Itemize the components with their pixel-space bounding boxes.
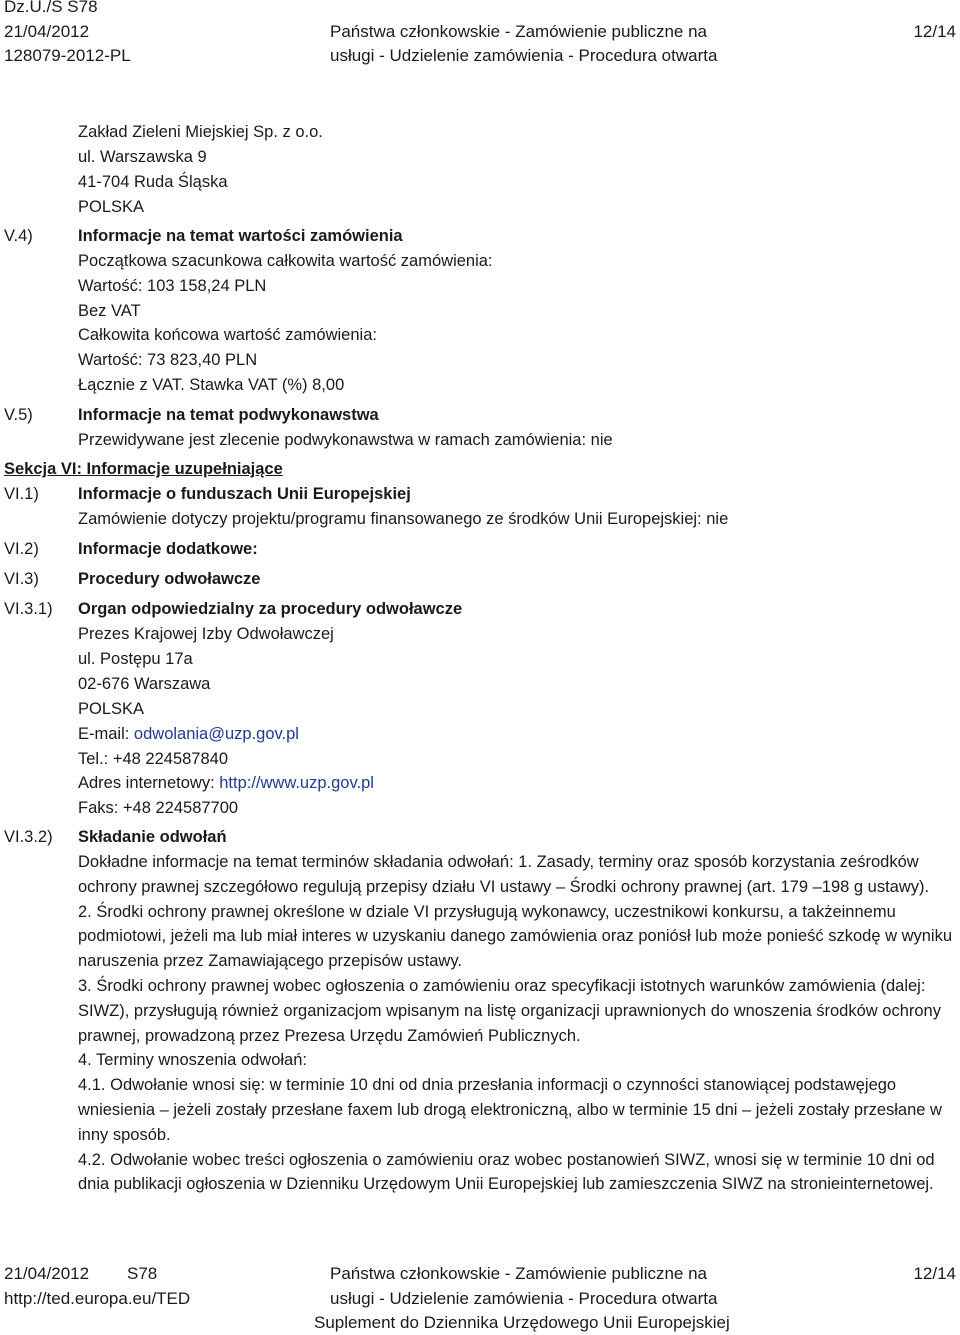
v4-line6: Łącznie z VAT. Stawka VAT (%) 8,00 <box>78 376 345 394</box>
footer-date: 21/04/2012 <box>4 1264 90 1283</box>
v4-line <box>0 323 960 348</box>
vi31-line <box>0 697 960 722</box>
section-heading: Informacje na temat podwykonawstwa <box>78 406 379 424</box>
address-name-row <box>0 120 960 145</box>
section-heading: Składanie odwołań <box>78 828 227 846</box>
section-vi3-heading-row <box>0 567 960 592</box>
vi31-line <box>0 796 960 821</box>
address-city: 41-704 Ruda Śląska <box>78 173 228 191</box>
appeal-body-city: 02-676 Warszawa <box>78 675 211 693</box>
www-row-content <box>78 771 374 796</box>
page-header <box>0 0 960 72</box>
appeals-paragraph: 3. Środki ochrony prawnej wobec ogłoszenia o zamówieniu oraz specyfikacji istotnych warunków zamówienia (dalej: SIWZ), przysługują również organizacjom wpisanym na listę organizacji uprawnionych do wnoszenia środków ochrony prawnej, prowadzoną przez Prezesa Urzędu Zamówień Publicznych. <box>78 976 941 1045</box>
v4-line4: Całkowita końcowa wartość zamówienia: <box>78 326 377 344</box>
vi31-line <box>0 672 960 697</box>
appeal-body-fax: Faks: +48 224587700 <box>78 799 239 817</box>
vi1-line1: Zamówienie dotyczy projektu/programu finansowanego ze środków Unii Europejskiej: nie <box>78 510 729 528</box>
section-heading: Informacje o funduszach Unii Europejskiej <box>78 485 411 503</box>
section-heading: Informacje na temat wartości zamówienia <box>78 227 403 245</box>
section-number: VI.3) <box>4 570 39 588</box>
v5-line1: Przewidywane jest zlecenie podwykonawstwa w ramach zamówienia: nie <box>78 431 613 449</box>
header-title-line1: Państwa członkowskie - Zamówienie publiczne na <box>330 22 708 41</box>
email-row-content <box>78 722 299 747</box>
section-heading: Informacje dodatkowe: <box>78 540 258 558</box>
footer-title-line1: Państwa członkowskie - Zamówienie publiczne na <box>330 1264 708 1283</box>
footer-title-line2: usługi - Udzielenie zamówienia - Procedura otwarta <box>330 1289 718 1308</box>
appeals-paragraph: 4.1. Odwołanie wnosi się: w terminie 10 dni od dnia przesłania informacji o czynności stanowiącej podstawęjego wniesienia – jeżeli zostały przesłane faxem lub drogą elektroniczną, albo w terminie 15 dni – jeżeli zostały przesłane w inny sposób. <box>78 1076 942 1144</box>
appeals-paragraph: 2. Środki ochrony prawnej określone w dziale VI przysługują wykonawcy, uczestnikowi konkursu, a takżeinnemu podmiotowi, jeżeli ma lub miał interes w uzyskaniu danego zamówienia oraz poniósł lub może ponieść szkodę w wyniku naruszenia przez Zamawiającego przepisów ustawy. <box>78 902 953 971</box>
www-label: Adres internetowy: <box>78 774 220 792</box>
address-street-row <box>0 145 960 170</box>
v4-line <box>0 299 960 324</box>
v4-line <box>0 274 960 299</box>
vi31-line <box>0 647 960 672</box>
appeal-body-street: ul. Postępu 17a <box>78 650 193 668</box>
appeals-paragraph: Dokładne informacje na temat terminów składania odwołań: 1. Zasady, terminy oraz sposób korzystania ześrodków ochrony prawnej szczegółowo regulują przepisy działu VI ustawy – Środki ochrony prawnej (art. 179 –198 g ustawy). <box>78 853 930 896</box>
appeal-body-name: Prezes Krajowej Izby Odwoławczej <box>78 625 334 643</box>
vi31-line <box>0 747 960 772</box>
v4-line5: Wartość: 73 823,40 PLN <box>78 351 258 369</box>
footer-title-line3: Suplement do Dziennika Urzędowego Unii Europejskiej <box>314 1313 730 1332</box>
vi31-line <box>0 622 960 647</box>
footer-page-number: 12/14 <box>913 1264 956 1283</box>
appeal-body-country: POLSKA <box>78 700 145 718</box>
appeals-paragraph: 4.2. Odwołanie wobec treści ogłoszenia o zamówieniu oraz wobec postanowień SIWZ, wnosi się w terminie 10 dni od dnia publikacji ogłoszenia w Dzienniku Urzędowym Unii Europejskiej lub zamieszczenia SIWZ na stronieinternetowej. <box>78 1150 935 1194</box>
address-country: POLSKA <box>78 198 145 216</box>
vi31-email-row <box>0 722 960 747</box>
v5-line <box>0 428 960 453</box>
vi1-line <box>0 507 960 532</box>
section-heading: Organ odpowiedzialny za procedury odwoławcze <box>78 600 463 618</box>
section-vi2-heading-row <box>0 537 960 562</box>
section-number: VI.3.2) <box>4 828 53 846</box>
email-link[interactable]: odwolania@uzp.gov.pl <box>133 725 299 743</box>
address-country-row <box>0 195 960 220</box>
www-link[interactable]: http://www.uzp.gov.pl <box>219 774 374 792</box>
section-v4-heading-row <box>0 224 960 249</box>
section-number: VI.2) <box>4 540 39 558</box>
section-vi31-heading-row <box>0 597 960 622</box>
header-title-line2: usługi - Udzielenie zamówienia - Procedura otwarta <box>330 46 718 65</box>
section-heading: Procedury odwoławcze <box>78 570 261 588</box>
v4-line2: Wartość: 103 158,24 PLN <box>78 277 267 295</box>
header-page-number: 12/14 <box>913 22 956 41</box>
v4-line <box>0 348 960 373</box>
v4-line <box>0 373 960 398</box>
appeals-body-text <box>78 850 958 1197</box>
section-number: VI.3.1) <box>4 600 53 618</box>
footer-url[interactable]: http://ted.europa.eu/TED <box>4 1289 191 1308</box>
section-number: VI.1) <box>4 485 39 503</box>
section-vi1-heading-row <box>0 482 960 507</box>
section-v5-heading-row <box>0 403 960 428</box>
v4-line1: Początkowa szacunkowa całkowita wartość zamówienia: <box>78 252 493 270</box>
section-number: V.5) <box>4 406 33 424</box>
v4-line3: Bez VAT <box>78 302 141 320</box>
address-street: ul. Warszawska 9 <box>78 148 207 166</box>
section-vi32-heading-row <box>0 825 960 850</box>
footer-series: S78 <box>127 1264 158 1283</box>
section-number: V.4) <box>4 227 33 245</box>
page-footer <box>0 1262 960 1334</box>
address-city-row <box>0 170 960 195</box>
doc-id: Dz.U./S S78 <box>4 0 98 16</box>
v4-line <box>0 249 960 274</box>
vi31-www-row <box>0 771 960 796</box>
email-label: E-mail: <box>78 725 134 743</box>
header-date: 21/04/2012 <box>4 22 90 41</box>
appeals-paragraph: 4. Terminy wnoszenia odwołań: <box>78 1051 307 1070</box>
appeal-body-tel: Tel.: +48 224587840 <box>78 750 229 768</box>
section-vi-title: Sekcja VI: Informacje uzupełniające <box>4 460 283 478</box>
address-name: Zakład Zieleni Miejskiej Sp. z o.o. <box>78 123 323 141</box>
notice-number: 128079-2012-PL <box>4 46 131 65</box>
